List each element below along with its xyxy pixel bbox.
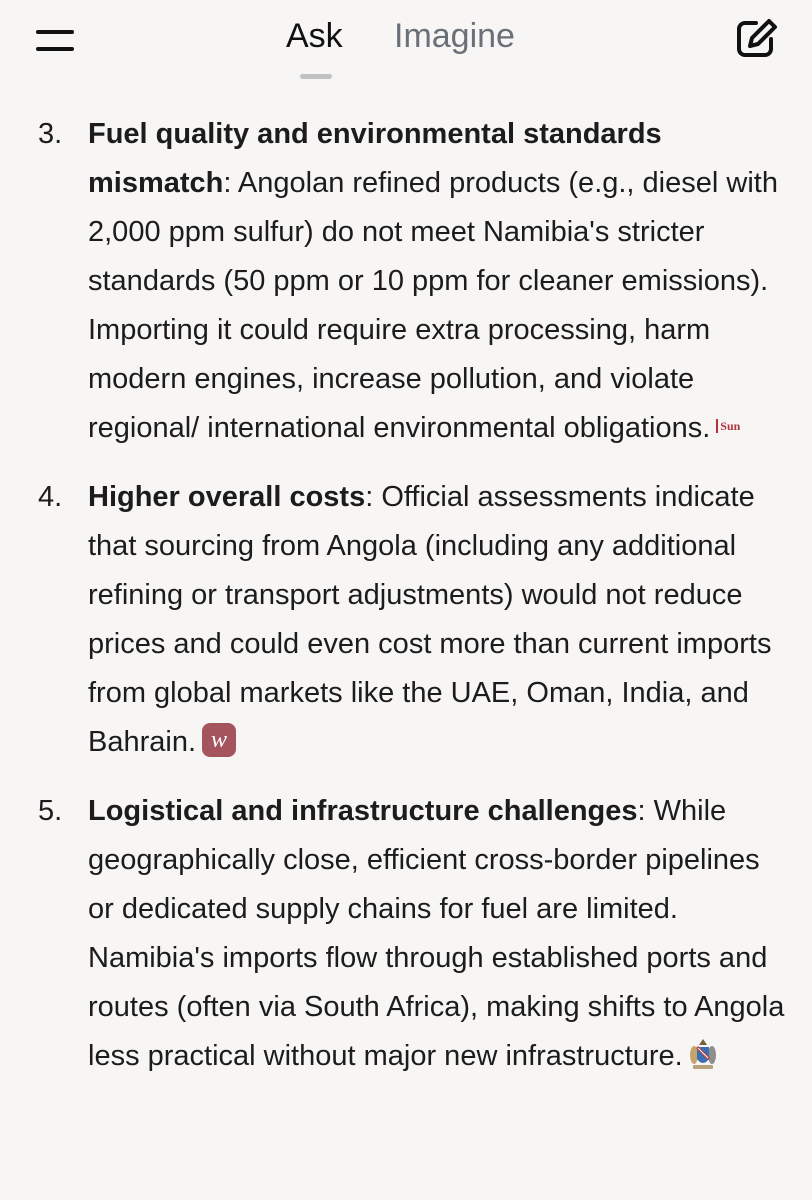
list-item (0, 110, 812, 453)
coat-of-arms-icon[interactable] (689, 1037, 717, 1071)
list-item-number: 3. (38, 118, 63, 150)
active-tab-indicator (300, 74, 332, 79)
list-item-text: : Angolan refined products (e.g., diesel with 2,000 ppm sulfur) do not meet Namibia's stricter standards (50 ppm or 10 ppm for cleaner emissions). Importing it could require extra processing, harm modern engines, increase pollution, and violate regional/ international environmental obligations. (88, 167, 778, 444)
w-logo-icon[interactable]: w (202, 723, 236, 757)
response-list (0, 110, 812, 1101)
menu-icon[interactable] (36, 28, 76, 54)
list-item-number: 4. (38, 481, 63, 513)
list-item (0, 787, 812, 1081)
sun-newspaper-icon[interactable]: Sun (716, 419, 740, 433)
list-item-title: Fuel quality and environmental standards mismatch (88, 118, 662, 199)
list-item-text: : While geographically close, efficient cross-border pipelines or dedicated supply chains for fuel are limited. Namibia's imports flow through established ports and routes (often via South Africa), making shifts to Angola less practical without major new infrastructure. (88, 795, 785, 1072)
list-item-title: Logistical and infrastructure challenges (88, 795, 638, 827)
list-item-text: : Official assessments indicate that sourcing from Angola (including any additional refining or transport adjustments) would not reduce prices and could even cost more than current imports from global markets like the UAE, Oman, India, and Bahrain. (88, 481, 772, 758)
list-item-number: 5. (38, 795, 63, 827)
new-chat-edit-icon[interactable] (734, 16, 780, 60)
top-bar (0, 0, 812, 100)
list-item-title: Higher overall costs (88, 481, 366, 513)
tab-ask[interactable]: Ask (286, 17, 343, 55)
list-item (0, 473, 812, 767)
tab-imagine[interactable]: Imagine (394, 17, 515, 55)
